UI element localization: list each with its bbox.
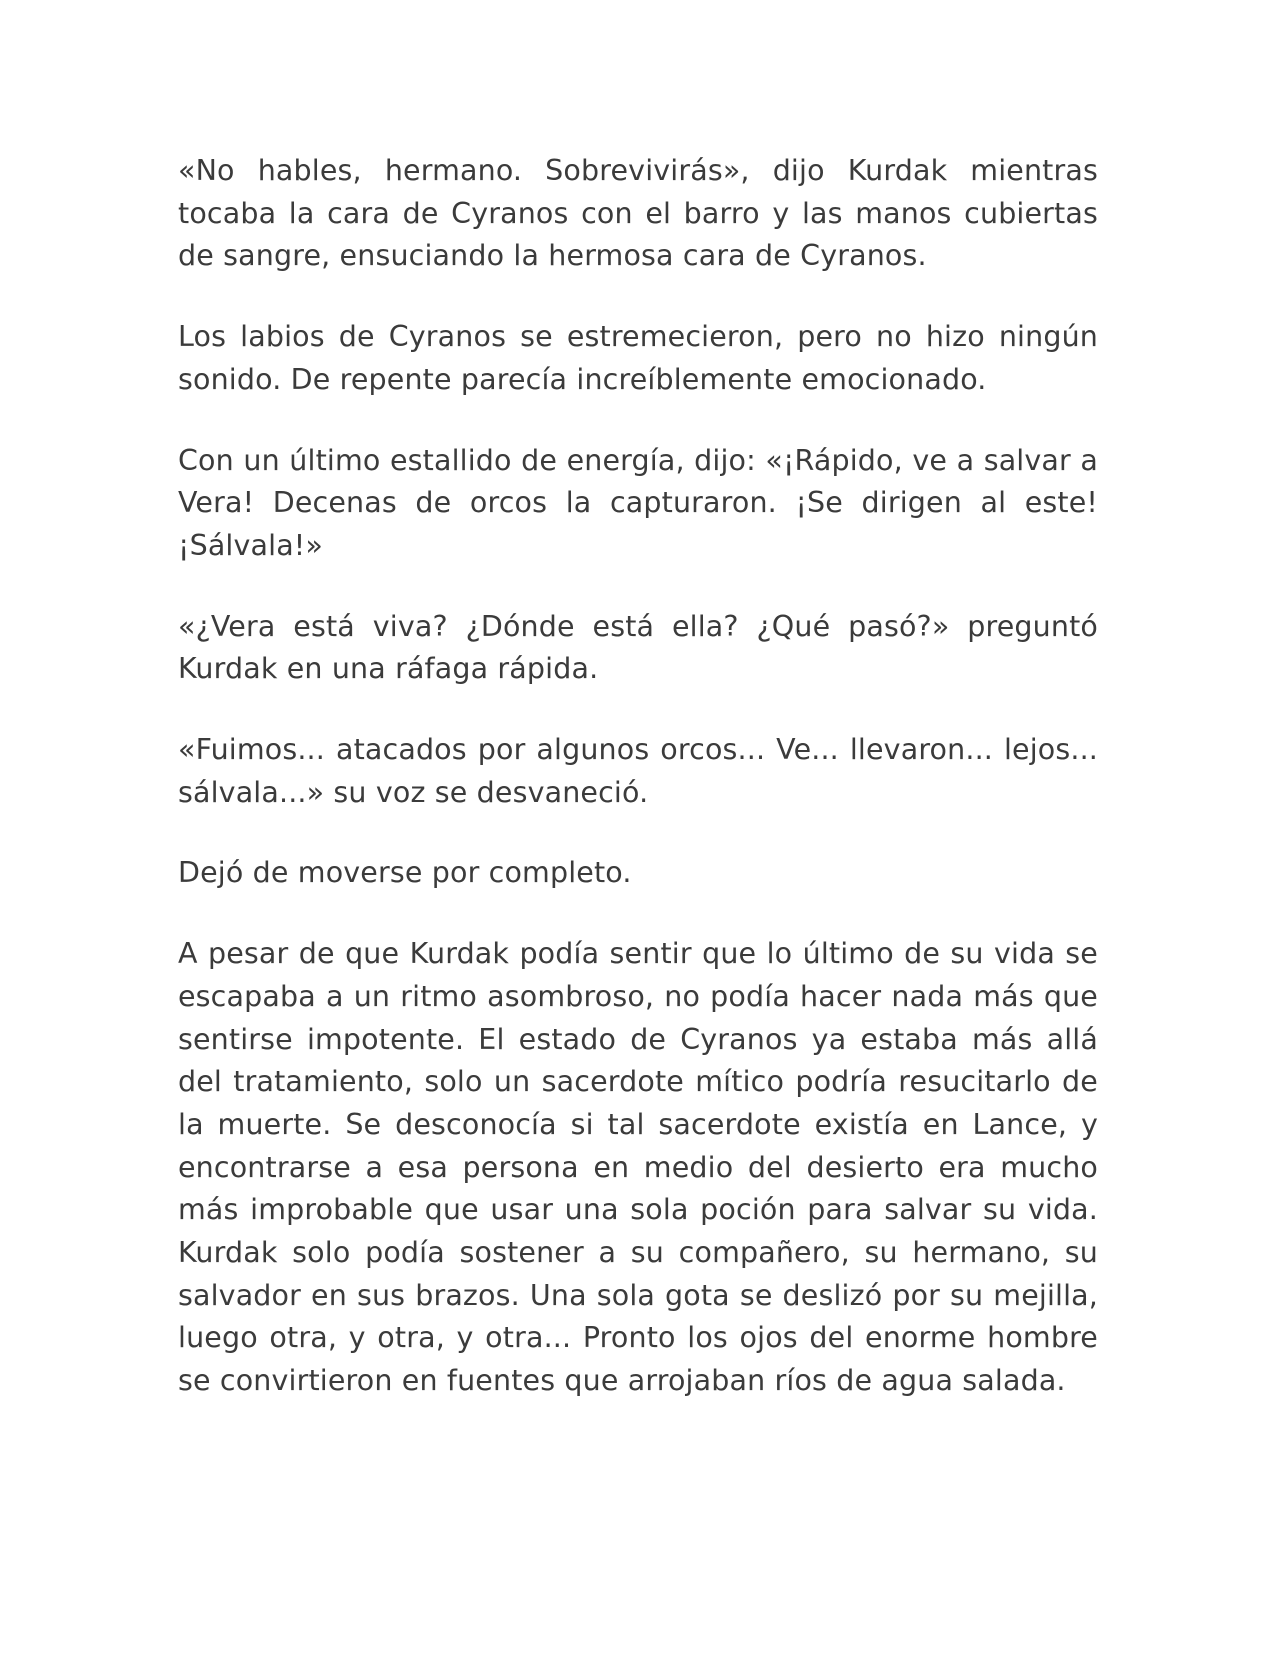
paragraph-1: «No hables, hermano. Sobrevivirás», dijo Kurdak mientras tocaba la cara de Cyranos con el barro y las manos cubiertas de sangre, ensuciando la hermosa cara de Cyranos. xyxy=(178,154,1098,273)
document-body xyxy=(178,150,1098,1441)
paragraph-6: Dejó de moverse por completo. xyxy=(178,856,632,890)
paragraph-2: Los labios de Cyranos se estremecieron, pero no hizo ningún sonido. De repente parecía increíblemente emocionado. xyxy=(178,320,1098,396)
paragraph-3: Con un último estallido de energía, dijo: «¡Rápido, ve a salvar a Vera! Decenas de orcos la capturaron. ¡Se dirigen al este! ¡Sálvala!» xyxy=(178,443,1098,562)
paragraph-5: «Fuimos... atacados por algunos orcos... Ve... llevaron... lejos... sálvala...» su voz se desvaneció. xyxy=(178,733,1098,809)
paragraph-7: A pesar de que Kurdak podía sentir que lo último de su vida se escapaba a un ritmo asombroso, no podía hacer nada más que sentirse impotente. El estado de Cyranos ya estaba más allá del tratamiento, solo un sacerdote mítico podría resucitarlo de la muerte. Se desconocía si tal sacerdote existía en Lance, y encontrarse a esa persona en medio del desierto era mucho más improbable que usar una sola poción para salvar su vida. Kurdak solo podía sostener a su compañero, su hermano, su salvador en sus brazos. Una sola gota se deslizó por su mejilla, luego otra, y otra, y otra... Pronto los ojos del enorme hombre se convirtieron en fuentes que arrojaban ríos de agua salada. xyxy=(178,937,1098,1398)
paragraph-4: «¿Vera está viva? ¿Dónde está ella? ¿Qué pasó?» preguntó Kurdak en una ráfaga rápida. xyxy=(178,609,1098,686)
